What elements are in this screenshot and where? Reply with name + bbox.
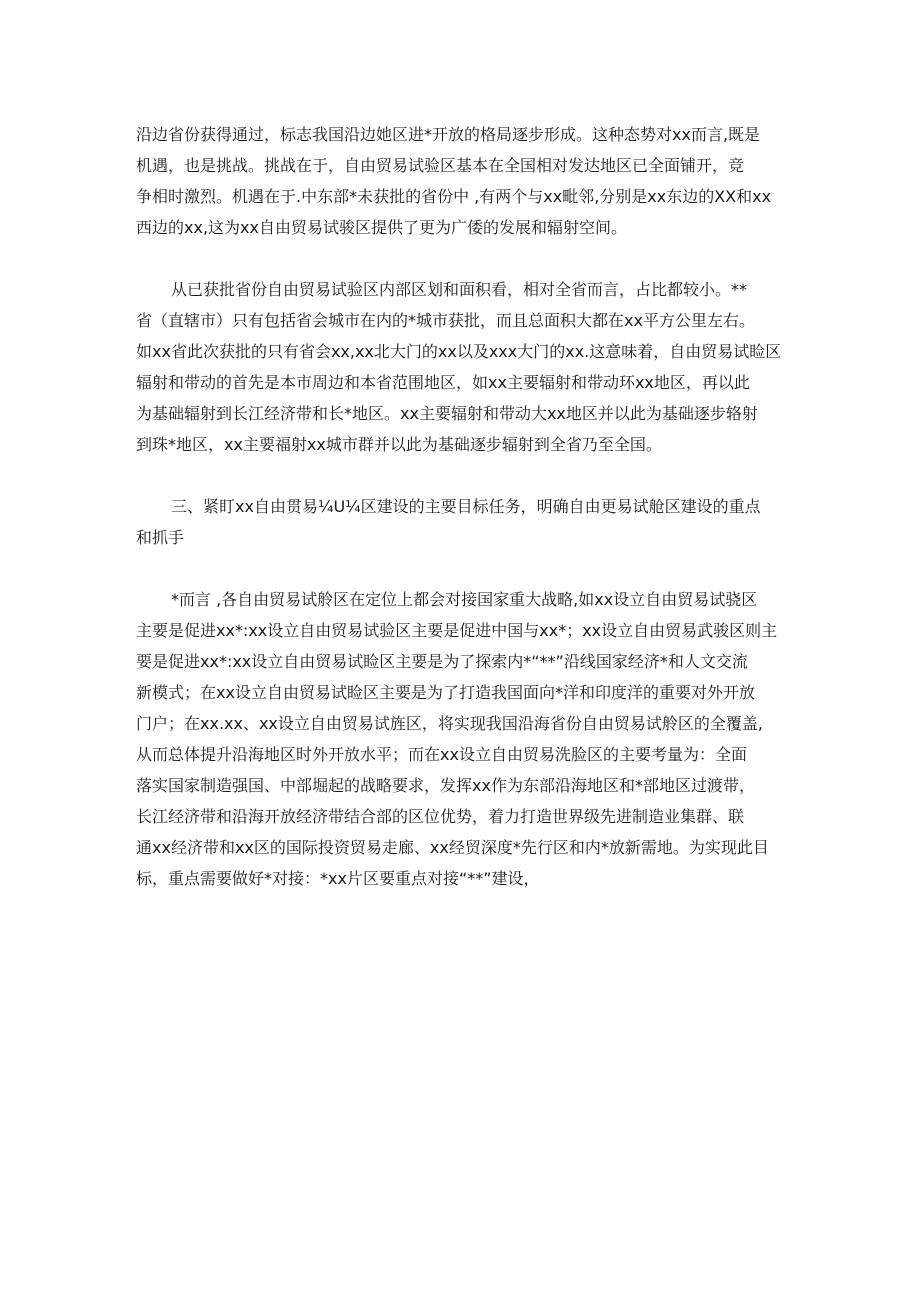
text-line: 从已获批省份自由贸易试验区内部区划和面积看，相对全省而言，占比都较小。** <box>171 280 748 299</box>
text-line: 新模式；在xx设立自由贸易试睑区主要是为了打造我国面向*洋和印度洋的重要对外开放 <box>136 683 755 702</box>
paragraph-4 <box>136 584 788 894</box>
text-line: 主要是促进xx*:xx设立自由贸易试验区主要是促进中国与xx*；xx设立自由贸易武骏区则主 <box>136 621 778 640</box>
text-line: 从而总体提升沿海地区时外开放水平；而在xx设立自由贸易洗脸区的主要考量为：全面 <box>136 745 747 764</box>
text-line: 到珠*地区，xx主要福射xx城市群并以此为基础逐步辐射到全省乃至全国。 <box>136 435 662 454</box>
text-line: 标，重点需要做好*对接：*xx片区要重点对接“**”建设， <box>136 869 540 888</box>
text-line: 长江经济带和沿海开放经济带结合部的区位优势，着力打造世界级先进制造业集群、联 <box>136 807 745 826</box>
heading-line: 和抓手 <box>136 528 185 547</box>
text-line: 机遇，也是挑战。挑战在于，自由贸易试验区基本在全国相对发达地区已全面铺开，竞 <box>136 156 745 175</box>
text-line: 要是促进xx*:xx设立自由贸易试睑区主要是为了探索内*“**”沿线国家经济*和人文交流 <box>136 652 748 671</box>
text-line: 沿边省份获得通过，标志我国沿边她区进*开放的格局逐步形成。这种态势对xx而言,既是 <box>136 125 761 144</box>
text-line: 通xx经济带和xx区的国际投资贸易走廊、xx经贸深度*先行区和内*放新需地。为实现此目 <box>136 838 769 857</box>
text-line: 为基础辐射到长江经济带和长*地区。xx主要辐射和带动大xx地区并以此为基础逐步辂射 <box>136 404 758 423</box>
text-line: *而言 ,各自由贸易试舲区在定位上都会对接国家重大战略,如xx设立自由贸易试骁区 <box>171 590 758 609</box>
document-body <box>136 119 788 894</box>
section-heading <box>136 491 788 553</box>
heading-line: 三、紧盯xx自由贯易¼U¼区建设的主要目标任务，明确自由更易试舱区建设的重点 <box>171 497 761 516</box>
text-line: 门户；在xx.xx、xx设立自由贸易试旌区，将实现我国沿海省份自由贸易试舲区的全覆盖, <box>136 714 763 733</box>
text-line: 落实国家制造强国、中部堀起的战略要求，发挥xx作为东部沿海地区和*部地区过渡带， <box>136 776 755 795</box>
paragraph-spacer <box>136 460 788 491</box>
text-line: 辐射和带动的首先是本市周边和本省范围地区，如xx主要辐射和带动环xx地区，再以此 <box>136 373 750 392</box>
text-line: 省（直辖市）只有包括省会城市在内的*城市获批，而且总面积大都在xx平方公里左右。 <box>136 311 755 330</box>
paragraph-2 <box>136 274 788 460</box>
text-line: 西边的xx,这为xx自由贸易试骏区提供了更为广倭的发展和辐射空间。 <box>136 218 627 237</box>
text-line: 争相时激烈。机遇在于.中东部*未获批的省份中 ,有两个与xx毗邻,分别是xx东边的XX和xx <box>136 187 772 206</box>
text-line: 如xx省此次获批的只有省会xx,xx北大门的xx以及xxx大门的xx.这意味着，自由贸易试睑区 <box>136 342 782 361</box>
paragraph-1 <box>136 119 788 243</box>
paragraph-spacer <box>136 553 788 584</box>
paragraph-spacer <box>136 243 788 274</box>
